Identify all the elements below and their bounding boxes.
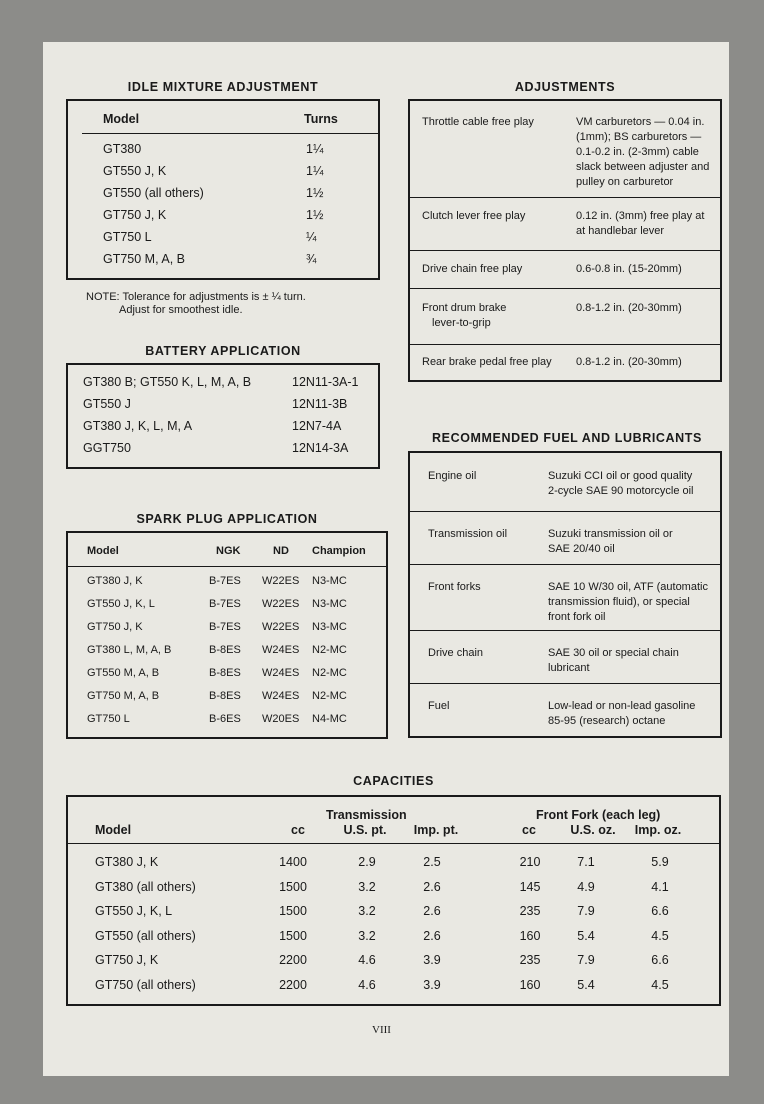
adjustments-row-rule (410, 344, 720, 345)
cap-f-cc: 235 (519, 953, 541, 968)
fuel-table (408, 451, 722, 738)
fuel-title: RECOMMENDED FUEL AND LUBRICANTS (432, 431, 702, 445)
battery-type: 12N11-3A-1 (292, 375, 359, 389)
adjustments-value: 0.12 in. (3mm) free play at (576, 210, 705, 222)
cap-header-model: Model (95, 823, 132, 837)
fuel-row-rule (410, 511, 720, 512)
spark-title: SPARK PLUG APPLICATION (136, 512, 318, 526)
cap-t-imp: 2.6 (423, 904, 441, 919)
cap-t-imp: 3.9 (423, 978, 441, 992)
cap-header-t-imp: Imp. pt. (413, 823, 459, 837)
spark-champion: N3-MC (312, 575, 347, 587)
adjustments-value: pulley on carburetor (576, 176, 674, 188)
cap-t-cc: 2200 (279, 953, 307, 968)
spark-header-model: Model (87, 545, 119, 557)
spark-champion: N2-MC (312, 644, 347, 656)
adjustments-item: Front drum brake (422, 302, 507, 314)
adjustments-item: Throttle cable free play (422, 116, 534, 128)
spark-model: GT550 M, A, B (87, 667, 160, 679)
cap-t-us: 4.6 (358, 953, 376, 968)
idle-turns: ¼ (306, 230, 317, 244)
adjustments-item: Clutch lever free play (422, 210, 526, 222)
adjustments-value: VM carburetors — 0.04 in. (576, 116, 705, 128)
idle-header-model: Model (103, 112, 140, 126)
adjustments-value: 0.6-0.8 in. (15-20mm) (576, 263, 682, 275)
fuel-value: SAE 30 oil or special chain (548, 647, 679, 659)
adjustments-value: slack between adjuster and (576, 161, 710, 173)
cap-f-us: 7.1 (577, 855, 595, 869)
cap-t-us: 3.2 (358, 928, 376, 943)
spark-nd: W22ES (262, 621, 300, 633)
idle-model: GT380 (103, 142, 142, 156)
idle-model: GT550 J, K (103, 164, 167, 178)
adjustments-row-rule (410, 250, 720, 251)
adjustments-value: 0.8-1.2 in. (20-30mm) (576, 356, 682, 368)
battery-model: GT550 J (83, 397, 131, 411)
spark-nd: W22ES (262, 575, 300, 587)
idle-header-rule (82, 133, 380, 134)
cap-model: GT380 J, K (95, 855, 159, 869)
spark-ngk: B-8ES (209, 690, 241, 702)
spark-ngk: B-6ES (209, 713, 241, 725)
cap-t-us: 2.9 (358, 855, 376, 869)
cap-t-imp: 2.6 (423, 879, 441, 894)
spark-header-nd: ND (273, 545, 289, 557)
idle-model: GT750 M, A, B (103, 252, 185, 266)
spark-table (66, 531, 388, 739)
idle-header-turns: Turns (304, 112, 338, 126)
adjustments-title: ADJUSTMENTS (514, 80, 616, 94)
spark-champion: N4-MC (312, 713, 347, 725)
cap-t-cc: 1500 (279, 928, 307, 943)
cap-t-imp: 3.9 (423, 953, 441, 968)
spark-model: GT380 L, M, A, B (87, 644, 172, 656)
fuel-item: Engine oil (428, 470, 477, 482)
idle-model: GT750 J, K (103, 208, 167, 222)
capacities-table (66, 795, 721, 1006)
cap-f-us: 7.9 (577, 904, 595, 919)
cap-t-imp: 2.6 (423, 928, 441, 943)
spark-ngk: B-7ES (209, 621, 241, 633)
fuel-value: 85-95 (research) octane (548, 715, 666, 727)
fuel-row-rule (410, 564, 720, 565)
cap-t-cc: 1500 (279, 879, 307, 894)
battery-type: 12N11-3B (292, 397, 348, 411)
spark-header-ngk: NGK (216, 545, 241, 557)
cap-f-us: 5.4 (577, 928, 595, 943)
idle-turns: ¾ (306, 252, 317, 266)
fuel-value: 2-cycle SAE 90 motorcycle oil (548, 485, 694, 497)
idle-turns: 1½ (306, 208, 324, 222)
cap-f-us: 5.4 (577, 978, 595, 992)
page-number: VIII (372, 1024, 391, 1036)
spark-ngk: B-7ES (209, 575, 241, 587)
spark-nd: W24ES (262, 644, 300, 656)
adjustments-value: at handlebar lever (576, 225, 665, 237)
cap-header-rule (68, 843, 719, 844)
battery-type: 12N14-3A (292, 441, 349, 455)
fuel-item: Fuel (428, 700, 450, 712)
fuel-value: SAE 10 W/30 oil, ATF (automatic (548, 581, 708, 593)
cap-f-imp: 6.6 (651, 904, 669, 919)
cap-model: GT750 (all others) (95, 978, 196, 992)
adjustments-item: lever-to-grip (432, 317, 491, 329)
spark-header-rule (68, 566, 386, 567)
spark-nd: W22ES (262, 598, 300, 610)
cap-header-f-imp: Imp. oz. (634, 823, 682, 837)
spark-nd: W24ES (262, 690, 300, 702)
cap-f-imp: 6.6 (651, 953, 669, 968)
cap-model: GT380 (all others) (95, 879, 196, 894)
spark-ngk: B-8ES (209, 644, 241, 656)
battery-model: GGT750 (83, 441, 131, 455)
idle-table (66, 99, 380, 280)
spark-champion: N3-MC (312, 621, 347, 633)
adjustments-item: Rear brake pedal free play (422, 356, 552, 368)
fuel-value: Suzuki CCI oil or good quality (548, 470, 693, 482)
spark-ngk: B-7ES (209, 598, 241, 610)
adjustments-value: (1mm); BS carburetors — (576, 131, 702, 143)
cap-f-imp: 4.1 (651, 879, 669, 894)
spark-champion: N3-MC (312, 598, 347, 610)
idle-model: GT750 L (103, 230, 152, 244)
cap-header-f-cc: cc (522, 823, 536, 837)
battery-title: BATTERY APPLICATION (145, 344, 301, 358)
cap-t-us: 4.6 (358, 978, 376, 992)
fuel-value: transmission fluid), or special (548, 596, 690, 608)
fuel-item: Front forks (428, 581, 481, 593)
cap-group-transmission: Transmission (326, 808, 407, 822)
cap-t-cc: 1500 (279, 904, 307, 919)
cap-model: GT550 J, K, L (95, 904, 173, 919)
idle-model: GT550 (all others) (103, 186, 204, 200)
spark-model: GT750 J, K (87, 621, 143, 633)
cap-f-cc: 210 (519, 855, 541, 869)
fuel-row-rule (410, 683, 720, 684)
adjustments-item: Drive chain free play (422, 263, 523, 275)
cap-t-cc: 1400 (279, 855, 307, 869)
cap-model: GT550 (all others) (95, 928, 196, 943)
cap-t-imp: 2.5 (423, 855, 441, 869)
cap-f-cc: 160 (519, 978, 541, 992)
cap-f-cc: 145 (519, 879, 541, 894)
cap-t-us: 3.2 (358, 904, 376, 919)
cap-f-cc: 160 (519, 928, 541, 943)
idle-note-2: Adjust for smoothest idle. (119, 304, 243, 316)
adjustments-value: 0.1-0.2 in. (2-3mm) cable (576, 146, 699, 158)
spark-champion: N2-MC (312, 667, 347, 679)
cap-f-imp: 5.9 (651, 855, 669, 869)
cap-group-fork: Front Fork (each leg) (536, 808, 661, 822)
fuel-row-rule (410, 630, 720, 631)
spark-model: GT550 J, K, L (87, 598, 155, 610)
cap-t-cc: 2200 (279, 978, 307, 992)
capacities-title: CAPACITIES (353, 774, 434, 788)
spark-header-champion: Champion (312, 545, 366, 557)
spark-nd: W20ES (262, 713, 300, 725)
fuel-value: front fork oil (548, 611, 606, 623)
cap-header-t-us: U.S. pt. (343, 823, 387, 837)
cap-f-us: 7.9 (577, 953, 595, 968)
idle-turns: 1¼ (306, 142, 324, 156)
cap-f-cc: 235 (519, 904, 541, 919)
fuel-value: SAE 20/40 oil (548, 543, 615, 555)
cap-f-imp: 4.5 (651, 978, 669, 992)
cap-f-us: 4.9 (577, 879, 595, 894)
idle-note-1: NOTE: Tolerance for adjustments is ± ¼ turn. (86, 291, 306, 303)
adjustments-table (408, 99, 722, 382)
cap-header-f-us: U.S. oz. (570, 823, 616, 837)
battery-model: GT380 J, K, L, M, A (83, 419, 193, 433)
fuel-item: Drive chain (428, 647, 484, 659)
spark-model: GT750 L (87, 713, 130, 725)
fuel-value: Low-lead or non-lead gasoline (548, 700, 696, 712)
cap-t-us: 3.2 (358, 879, 376, 894)
cap-header-t-cc: cc (291, 823, 305, 837)
battery-table (66, 363, 380, 469)
idle-title: IDLE MIXTURE ADJUSTMENT (127, 80, 319, 94)
spark-nd: W24ES (262, 667, 300, 679)
fuel-value: lubricant (548, 662, 590, 674)
adjustments-value: 0.8-1.2 in. (20-30mm) (576, 302, 682, 314)
adjustments-row-rule (410, 197, 720, 198)
spark-champion: N2-MC (312, 690, 347, 702)
cap-model: GT750 J, K (95, 953, 159, 968)
battery-model: GT380 B; GT550 K, L, M, A, B (83, 375, 252, 389)
spark-model: GT380 J, K (87, 575, 143, 587)
spark-model: GT750 M, A, B (87, 690, 160, 702)
spark-ngk: B-8ES (209, 667, 241, 679)
idle-turns: 1¼ (306, 164, 324, 178)
fuel-value: Suzuki transmission oil or (548, 528, 673, 540)
adjustments-row-rule (410, 288, 720, 289)
cap-f-imp: 4.5 (651, 928, 669, 943)
idle-turns: 1½ (306, 186, 324, 200)
fuel-item: Transmission oil (428, 528, 508, 540)
battery-type: 12N7-4A (292, 419, 342, 433)
